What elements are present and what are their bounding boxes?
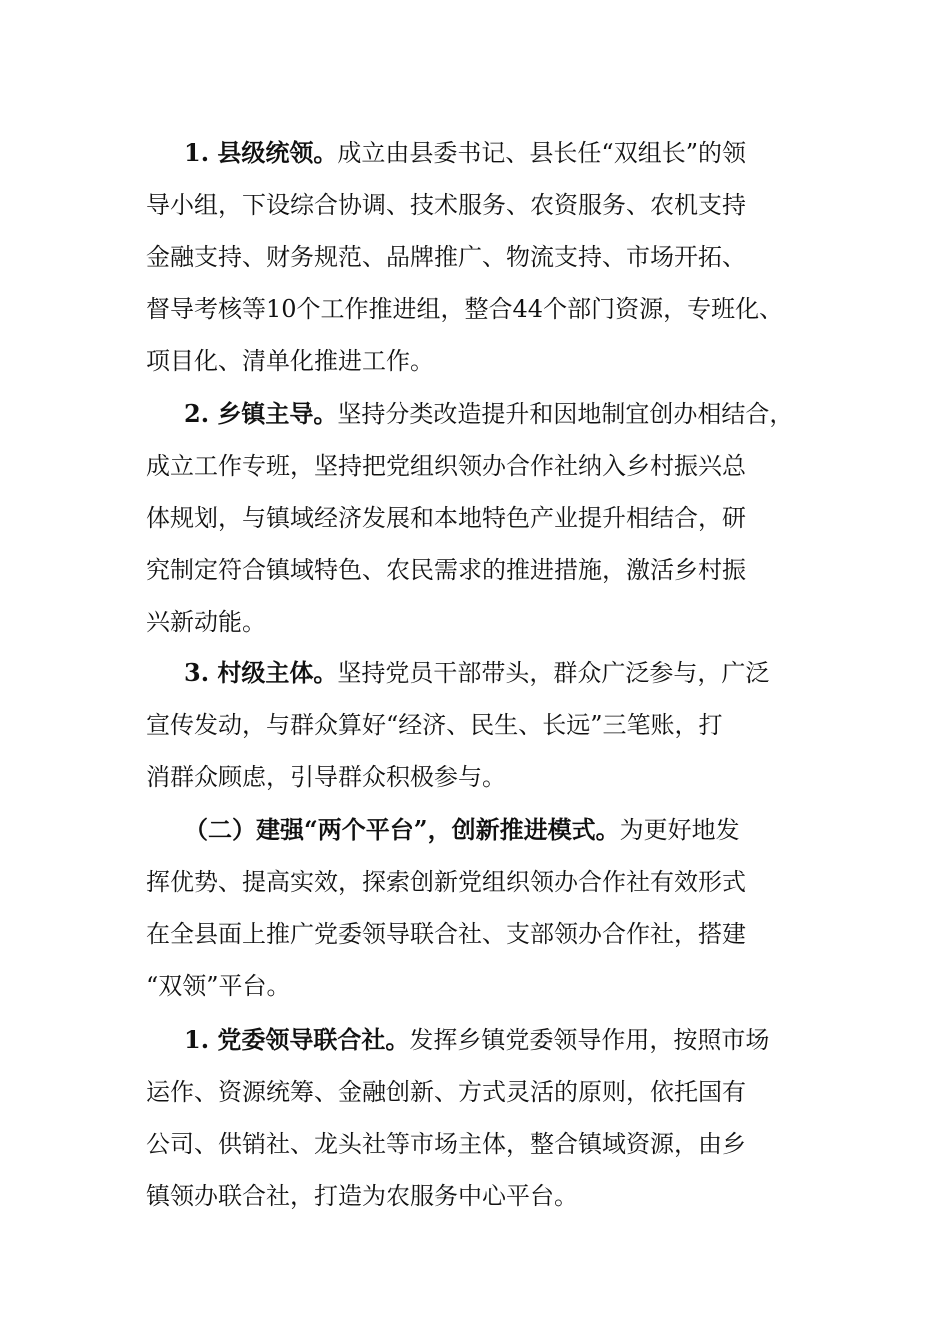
section-heading: （二）建强“两个平台”，创新推进模式。 [184, 815, 620, 844]
paragraph-line [146, 388, 836, 440]
paragraph-line [146, 647, 836, 699]
paragraph-line: 究制定符合镇域特色、农民需求的推进措施，激活乡村振 [146, 556, 746, 584]
paragraph-line: 消群众顾虑，引导群众积极参与。 [146, 763, 506, 791]
paragraph-township-lead [146, 388, 836, 648]
paragraph-heading: 3. 村级主体。 [184, 658, 338, 687]
paragraph-line: 镇领办联合社，打造为农服务中心平台。 [146, 1182, 578, 1210]
paragraph-text: 发挥乡镇党委领导作用，按照市场 [409, 1026, 770, 1054]
paragraph-party-committee-union [146, 1014, 836, 1222]
paragraph-line: 金融支持、财务规范、品牌推广、物流支持、市场开拓、 [146, 243, 746, 271]
paragraph-village-subject [146, 647, 836, 803]
paragraph-text: 为更好地发 [619, 816, 740, 844]
paragraph-line: 体规划，与镇域经济发展和本地特色产业提升相结合，研 [146, 504, 746, 532]
paragraph-line: 导小组，下设综合协调、技术服务、农资服务、农机支持 [146, 191, 746, 219]
paragraph-line: 在全县面上推广党委领导联合社、支部领办合作社，搭建 [146, 920, 746, 948]
paragraph-line: 兴新动能。 [146, 608, 266, 636]
paragraph-line [146, 127, 836, 179]
paragraph-text: 坚持党员干部带头，群众广泛参与，广泛 [337, 659, 770, 687]
paragraph-line: 督导考核等10个工作推进组，整合44个部门资源，专班化、 [146, 295, 784, 323]
paragraph-heading: 1. 县级统领。 [184, 138, 338, 167]
paragraph-text: 成立由县委书记、县长任“双组长”的领 [337, 139, 746, 167]
paragraph-line: 宣传发动，与群众算好“经济、民生、长远”三笔账，打 [146, 711, 723, 739]
paragraph-line: 项目化、清单化推进工作。 [146, 347, 434, 375]
paragraph-text: 坚持分类改造提升和因地制宜创办相结合， [337, 400, 794, 428]
paragraph-county-leadership [146, 127, 836, 387]
paragraph-line [146, 1014, 836, 1066]
paragraph-line: 公司、供销社、龙头社等市场主体，整合镇域资源，由乡 [146, 1130, 746, 1158]
paragraph-line: 运作、资源统筹、金融创新、方式灵活的原则，依托国有 [146, 1078, 746, 1106]
paragraph-line: 成立工作专班，坚持把党组织领办合作社纳入乡村振兴总 [146, 452, 746, 480]
paragraph-line: 挥优势、提高实效，探索创新党组织领办合作社有效形式 [146, 868, 746, 896]
paragraph-two-platforms [146, 804, 836, 1012]
paragraph-line: “双领”平台。 [146, 972, 291, 1000]
paragraph-line [146, 804, 836, 856]
paragraph-heading: 2. 乡镇主导。 [184, 399, 338, 428]
paragraph-heading: 1. 党委领导联合社。 [184, 1025, 410, 1054]
